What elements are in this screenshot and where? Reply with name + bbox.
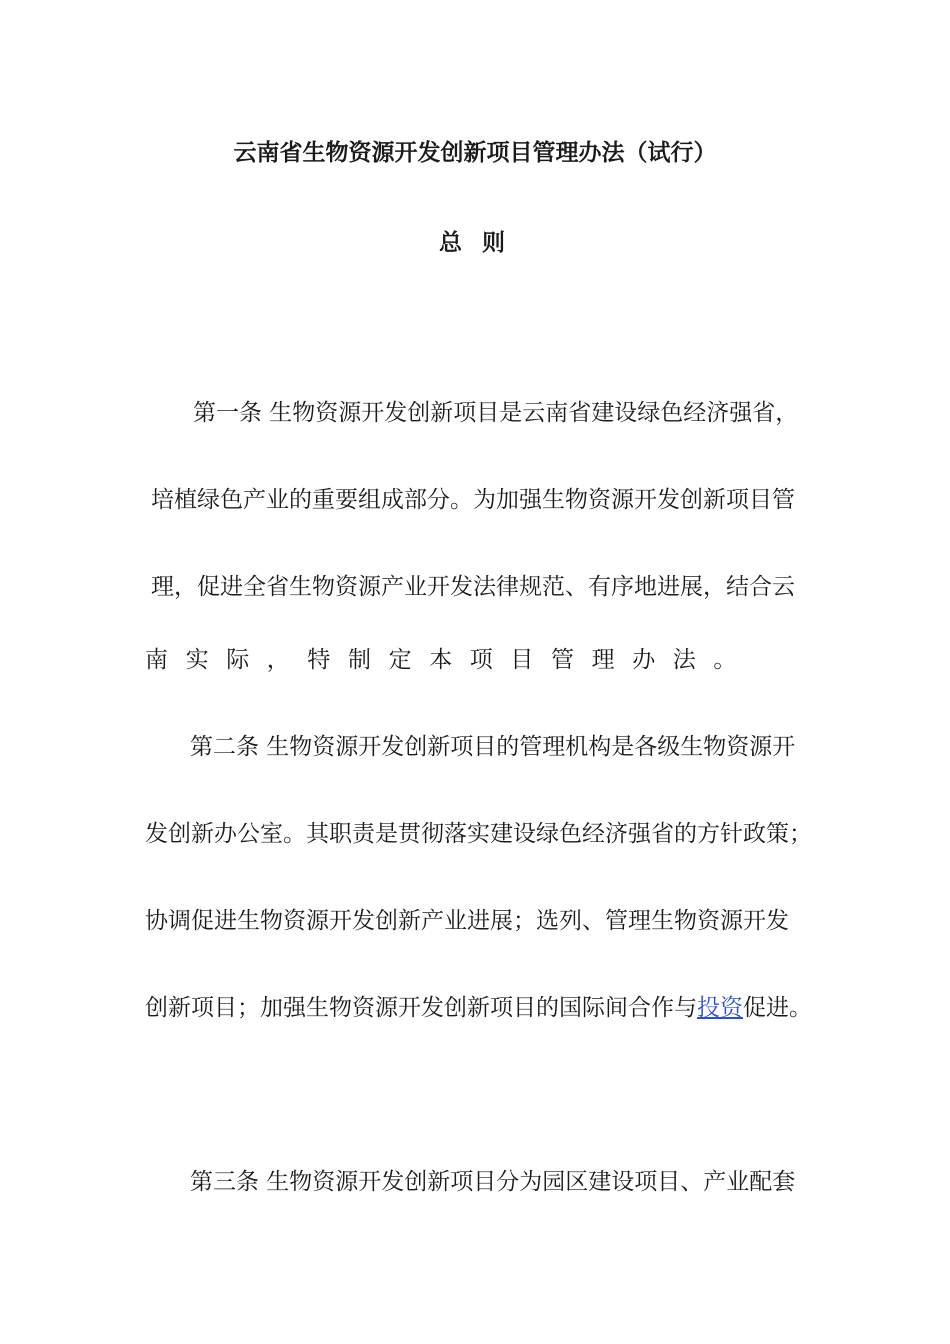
investment-link[interactable]: 投资 [697, 995, 743, 1021]
document-title: 云南省生物资源开发创新项目管理办法（试行） [233, 140, 717, 166]
article2-line-1: 第二条 生物资源开发创新项目的管理机构是各级生物资源开 [190, 734, 796, 760]
article1-line-1: 第一条 生物资源开发创新项目是云南省建设绿色经济强省， [193, 400, 799, 426]
chapter-heading: 总 则 [438, 230, 511, 256]
article2-line-3: 协调促进生物资源开发创新产业进展；选列、管理生物资源开发 [145, 908, 789, 934]
article2-line-4-end: 促进。 [743, 995, 812, 1021]
article2-line-4 [145, 992, 812, 1024]
article1-line-2: 培植绿色产业的重要组成部分。为加强生物资源开发创新项目管 [151, 487, 795, 513]
article1-line-3: 理，促进全省生物资源产业开发法律规范、有序地进展，结合云 [151, 574, 795, 600]
article3-line-1: 第三条 生物资源开发创新项目分为园区建设项目、产业配套 [190, 1169, 796, 1195]
article1-line-4: 南实际，特制定本项目管理办法。 [145, 647, 754, 673]
article2-line-2: 发创新办公室。其职责是贯彻落实建设绿色经济强省的方针政策； [145, 821, 812, 847]
article2-line-4-text: 创新项目；加强生物资源开发创新项目的国际间合作与 [145, 995, 697, 1021]
